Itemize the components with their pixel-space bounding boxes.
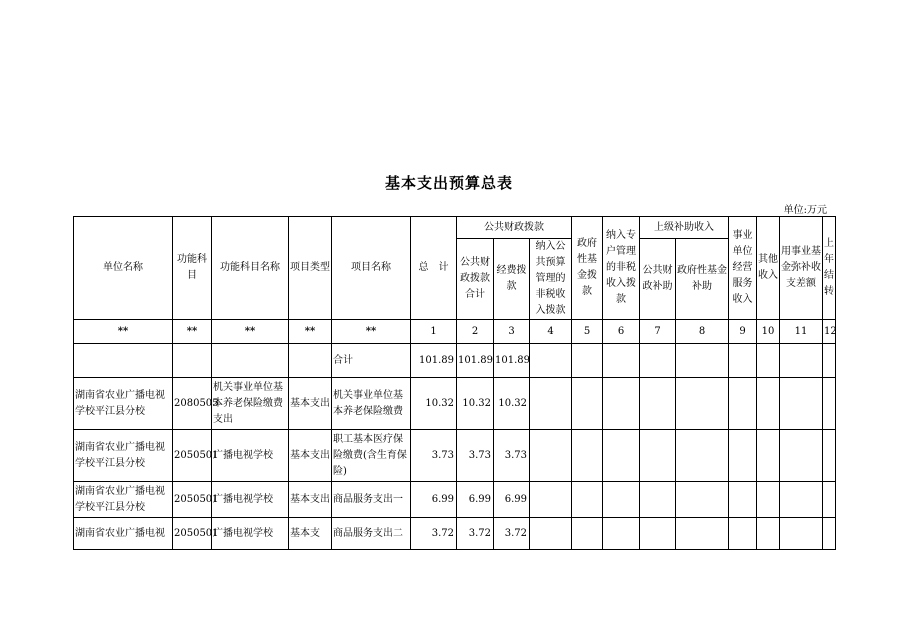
header-gov-fund: 政府性基金拨款	[572, 217, 603, 320]
func-name-cell: 机关事业单位基本养老保险缴费支出	[212, 378, 289, 430]
table-cell	[173, 344, 212, 378]
summary-label: 合计	[332, 344, 411, 378]
table-cell	[780, 344, 823, 378]
summary-public-total: 101.89	[457, 344, 494, 378]
table-row	[74, 482, 836, 518]
header-unit-name: 单位名称	[74, 217, 173, 320]
table-cell	[823, 378, 836, 430]
table-cell	[572, 378, 603, 430]
index-cell: **	[332, 320, 411, 344]
table-cell	[729, 518, 757, 550]
total-cell: 10.32	[411, 378, 457, 430]
table-cell	[603, 482, 640, 518]
table-cell	[289, 344, 332, 378]
index-cell: 2	[457, 320, 494, 344]
table-cell	[676, 518, 729, 550]
header-special-nontax: 纳入专户管理的非税收入拨款	[603, 217, 640, 320]
unit-cell: 湖南省农业广播电视	[74, 518, 173, 550]
header-func-name: 功能科目名称	[212, 217, 289, 320]
table-cell	[676, 430, 729, 482]
table-cell	[757, 378, 780, 430]
public-total-cell: 3.72	[457, 518, 494, 550]
index-cell: 3	[494, 320, 530, 344]
code-cell: 2050501	[173, 518, 212, 550]
header-nontax: 纳入公共预算管理的非税收入拨款	[530, 239, 572, 320]
table-cell	[757, 518, 780, 550]
table-cell	[530, 378, 572, 430]
table-cell	[729, 482, 757, 518]
header-reserve: 用事业基金弥补收支差额	[780, 217, 823, 320]
index-cell: 10	[757, 320, 780, 344]
table-cell	[780, 430, 823, 482]
index-cell: **	[74, 320, 173, 344]
header-total: 总 计	[411, 217, 457, 320]
table-cell	[823, 482, 836, 518]
table-cell	[823, 344, 836, 378]
public-total-cell: 10.32	[457, 378, 494, 430]
summary-row	[74, 344, 836, 378]
index-cell: 12	[823, 320, 836, 344]
code-cell: 2050501	[173, 430, 212, 482]
index-cell: **	[212, 320, 289, 344]
header-superior: 上级补助收入	[640, 217, 729, 239]
index-cell: 11	[780, 320, 823, 344]
table-row	[74, 430, 836, 482]
table-cell	[823, 430, 836, 482]
type-cell: 基本支出	[289, 482, 332, 518]
table-cell	[780, 518, 823, 550]
total-cell: 3.72	[411, 518, 457, 550]
type-cell: 基本支	[289, 518, 332, 550]
project-cell: 商品服务支出一	[332, 482, 411, 518]
unit-cell: 湖南省农业广播电视学校平江县分校	[74, 430, 173, 482]
code-cell: 2080505	[173, 378, 212, 430]
func-name-cell: 广播电视学校	[212, 430, 289, 482]
type-cell: 基本支出	[289, 430, 332, 482]
unit-label: 单位:万元	[783, 205, 827, 216]
table-cell	[757, 482, 780, 518]
func-name-cell: 广播电视学校	[212, 482, 289, 518]
header-business: 事业单位经营服务收入	[729, 217, 757, 320]
header-public-fin: 公共财政拨款	[457, 217, 572, 239]
table-cell	[640, 378, 676, 430]
table-cell	[603, 344, 640, 378]
table-cell	[212, 344, 289, 378]
budget-table	[73, 216, 836, 550]
table-cell	[572, 430, 603, 482]
summary-total: 101.89	[411, 344, 457, 378]
project-cell: 商品服务支出二	[332, 518, 411, 550]
summary-funds: 101.89	[494, 344, 530, 378]
index-row	[74, 320, 836, 344]
header-other: 其他收入	[757, 217, 780, 320]
total-cell: 3.73	[411, 430, 457, 482]
funds-cell: 3.73	[494, 430, 530, 482]
index-cell: **	[173, 320, 212, 344]
table-cell	[530, 344, 572, 378]
header-funds: 经费拨款	[494, 239, 530, 320]
code-cell: 2050501	[173, 482, 212, 518]
table-row	[74, 378, 836, 430]
table-cell	[780, 482, 823, 518]
table-cell	[530, 430, 572, 482]
table-row	[74, 518, 836, 550]
table-cell	[603, 518, 640, 550]
index-cell: 9	[729, 320, 757, 344]
table-cell	[572, 518, 603, 550]
table-cell	[676, 344, 729, 378]
table-cell	[74, 344, 173, 378]
table-cell	[729, 430, 757, 482]
header-public-fin-total: 公共财政拨款合计	[457, 239, 494, 320]
table-cell	[640, 430, 676, 482]
table-cell	[603, 430, 640, 482]
unit-cell: 湖南省农业广播电视学校平江县分校	[74, 378, 173, 430]
table-cell	[729, 344, 757, 378]
header-func-code: 功能科目	[173, 217, 212, 320]
table-cell	[757, 344, 780, 378]
project-cell: 职工基本医疗保险缴费(含生育保险)	[332, 430, 411, 482]
total-cell: 6.99	[411, 482, 457, 518]
index-cell: 7	[640, 320, 676, 344]
page-title: 基本支出预算总表	[384, 174, 513, 192]
header-proj-type: 项目类型	[289, 217, 332, 320]
table-cell	[572, 344, 603, 378]
func-name-cell: 广播电视学校	[212, 518, 289, 550]
table-cell	[640, 344, 676, 378]
table-cell	[676, 378, 729, 430]
table-cell	[823, 518, 836, 550]
index-cell: 5	[572, 320, 603, 344]
table-cell	[640, 482, 676, 518]
index-cell: 1	[411, 320, 457, 344]
table-cell	[757, 430, 780, 482]
header-carryover: 上年结转	[823, 217, 836, 320]
unit-cell: 湖南省农业广播电视学校平江县分校	[74, 482, 173, 518]
header-row-1	[74, 217, 836, 239]
table-cell	[530, 518, 572, 550]
type-cell: 基本支出	[289, 378, 332, 430]
table-cell	[780, 378, 823, 430]
index-cell: 6	[603, 320, 640, 344]
table-cell	[572, 482, 603, 518]
public-total-cell: 6.99	[457, 482, 494, 518]
funds-cell: 10.32	[494, 378, 530, 430]
funds-cell: 6.99	[494, 482, 530, 518]
index-cell: 4	[530, 320, 572, 344]
header-proj-name: 项目名称	[332, 217, 411, 320]
table-cell	[640, 518, 676, 550]
table-cell	[530, 482, 572, 518]
table-cell	[729, 378, 757, 430]
table-cell	[676, 482, 729, 518]
funds-cell: 3.72	[494, 518, 530, 550]
table-cell	[603, 378, 640, 430]
index-cell: **	[289, 320, 332, 344]
public-total-cell: 3.73	[457, 430, 494, 482]
index-cell: 8	[676, 320, 729, 344]
header-sup-public: 公共财政补助	[640, 239, 676, 320]
header-sup-gov-fund: 政府性基金补助	[676, 239, 729, 320]
project-cell: 机关事业单位基本养老保险缴费	[332, 378, 411, 430]
